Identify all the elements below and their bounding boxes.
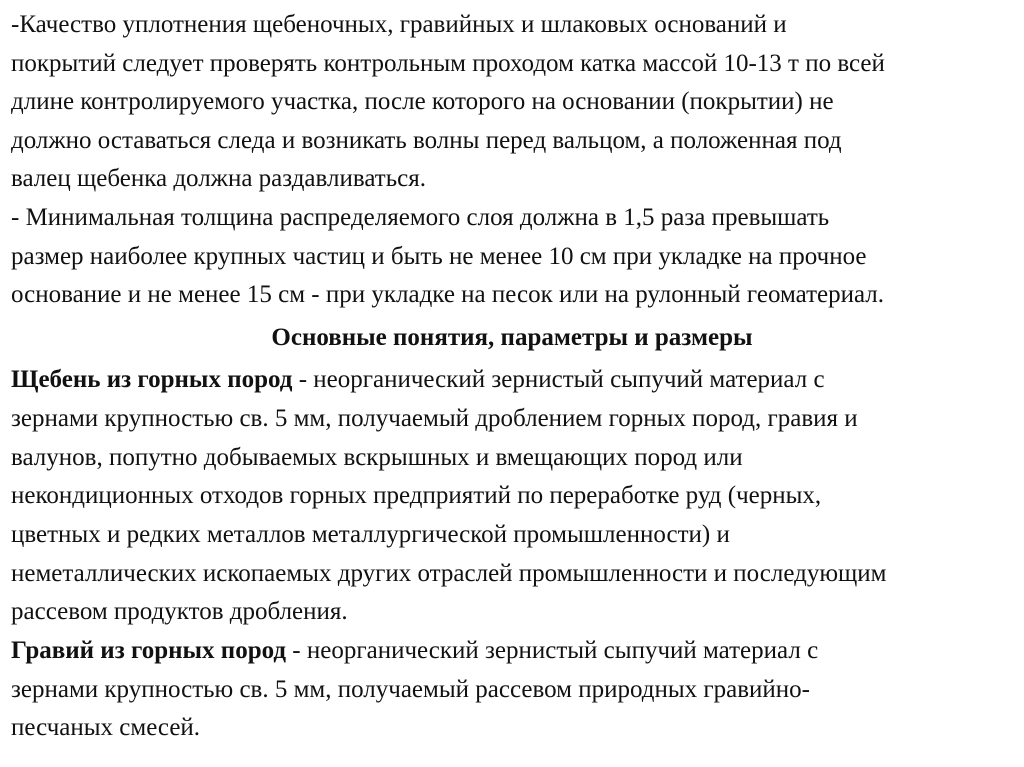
paragraph-1-line-1: -Качество уплотнения щебеночных, гравийных и шлаковых оснований и (11, 11, 787, 38)
section-heading: Основные понятия, параметры и размеры (271, 324, 753, 351)
definition-1-line-6: неметаллических ископаемых других отраслей промышленности и последующим (11, 560, 887, 587)
definition-2-first-line (11, 632, 1024, 671)
paragraph-1-line-3: длине контролируемого участка, после которого на основании (покрытии) не (11, 88, 834, 115)
definition-1-first-line-text: - неорганический зернистый сыпучий материал с (292, 366, 825, 393)
definition-1-line-7: рассевом продуктов дробления. (11, 598, 348, 625)
definition-1-first-line (11, 361, 1024, 400)
paragraph-2-line-1: - Минимальная толщина распределяемого слоя должна в 1,5 раза превышать (11, 204, 830, 231)
definition-1-line-4: некондиционных отходов горных предприятий по переработке руд (черных, (11, 482, 822, 509)
paragraph-1-line-4: должно оставаться следа и возникать волны перед вальцом, а положенная под (11, 127, 842, 154)
definition-2-term: Гравий из горных пород (11, 637, 287, 664)
definition-1-line-2: зернами крупностью св. 5 мм, получаемый дроблением горных пород, гравия и (11, 405, 858, 432)
definition-1-line-3: валунов, попутно добываемых вскрышных и вмещающих пород или (11, 444, 743, 471)
paragraph-2-line-3: основание и не менее 15 см - при укладке на песок или на рулонный геоматериал. (11, 281, 885, 308)
definition-2-first-line-text: - неорганический зернистый сыпучий материал с (286, 637, 819, 664)
paragraph-1-line-2: покрытий следует проверять контрольным проходом катка массой 10-13 т по всей (11, 50, 885, 77)
definition-2-line-3: песчаных смесей. (11, 714, 201, 741)
paragraph-1-line-5: валец щебенка должна раздавливаться. (11, 165, 426, 192)
paragraph-2-line-2: размер наиболее крупных частиц и быть не менее 10 см при укладке на прочное (11, 243, 867, 270)
definition-1-line-5: цветных и редких металлов металлургической промышленности) и (11, 521, 730, 548)
definition-1-term: Щебень из горных пород (11, 366, 293, 393)
definition-2-line-2: зернами крупностью св. 5 мм, получаемый рассевом природных гравийно- (11, 676, 810, 703)
